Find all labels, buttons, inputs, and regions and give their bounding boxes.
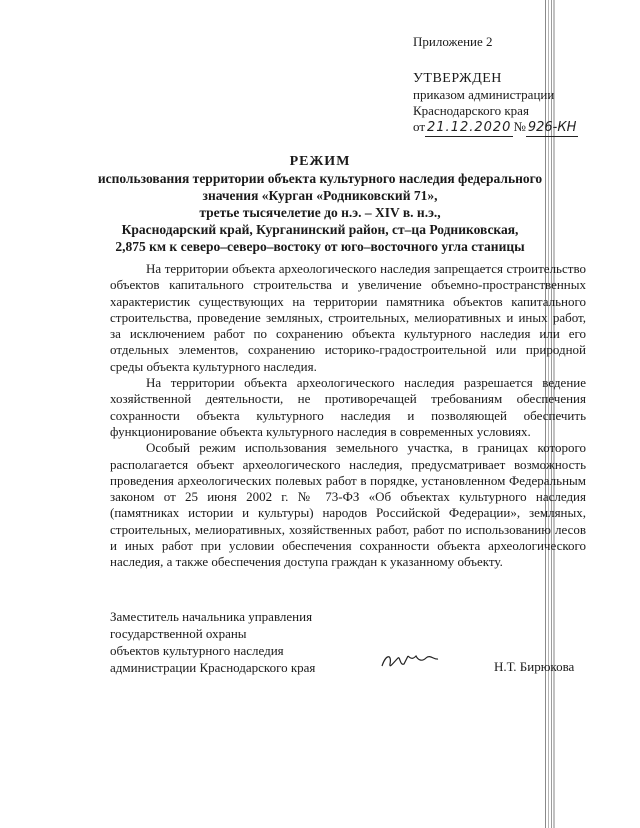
signer-position: государственной охраны: [110, 626, 247, 641]
approved-label: УТВЕРЖДЕН: [413, 71, 502, 86]
document-body: [110, 261, 586, 571]
body-paragraph: Особый режим использования земельного участка, в границах которого располагается объект археологического наследия, предусматривает возможность проведения археологических полевых работ в порядке, установленном Федеральным законом от 25 июня 2002 г. № 73-ФЗ «Об объектах культурного наследия (памятниках истории и культуры) народов Российской Федерации», земляных, строительных, мелиоративных, хозяйственных работ, работ по использованию лесов и иных работ при условии обеспечения сохранности объекта археологического наследия, а также обеспечения доступа граждан к указанному объекту.: [110, 440, 586, 570]
number-prefix: №: [513, 119, 526, 134]
document-title: [60, 153, 580, 255]
title-line: 2,875 км к северо–северо–востоку от юго–восточного угла станицы: [115, 239, 525, 254]
signer-position: администрации Краснодарского края: [110, 660, 316, 675]
title-line: третье тысячелетие до н.э. – XIV в. н.э.,: [199, 205, 441, 220]
signer-name: Н.Т. Бирюкова: [494, 659, 575, 674]
body-paragraph: На территории объекта археологического наследия разрешается ведение хозяйственной деятельности, не противоречащей требованиям обеспечения сохранности объекта культурного наследия и позволяющей обеспечить функционирование объекта культурного наследия в современных условиях.: [110, 375, 586, 439]
title-line: использования территории объекта культурного наследия федерального: [97, 171, 543, 186]
title-heading: РЕЖИМ: [289, 154, 351, 169]
from-prefix: от: [413, 119, 426, 134]
appendix-label: Приложение 2: [413, 34, 493, 49]
signer-position: Заместитель начальника управления: [110, 609, 313, 624]
handwritten-number: 926-КН: [527, 120, 577, 135]
signer-position: объектов культурного наследия: [110, 643, 284, 658]
handwritten-date: 21.12.2020: [427, 120, 512, 135]
title-line: значения «Курган «Родниковский 71»,: [202, 188, 438, 203]
order-date-number: [413, 119, 613, 137]
approval-block: [413, 34, 613, 137]
approved-region: Краснодарского края: [413, 103, 529, 118]
handwritten-signature-icon: [378, 650, 442, 672]
approved-by-order: приказом администрации: [413, 87, 555, 102]
body-paragraph: На территории объекта археологического наследия запрещается строительство объектов капитального строительства и увеличение объемно-пространственных характеристик существующих на территории памятника объектов капитального строительства, проведение земляных, строительных, мелиоративных и иных работ, за исключением работ по сохранению объекта культурного наследия или его отдельных элементов, сохранению историко-градостроительной или природной среды объекта культурного наследия.: [110, 261, 586, 374]
title-line: Краснодарский край, Курганинский район, ст–ца Родниковская,: [121, 222, 519, 237]
